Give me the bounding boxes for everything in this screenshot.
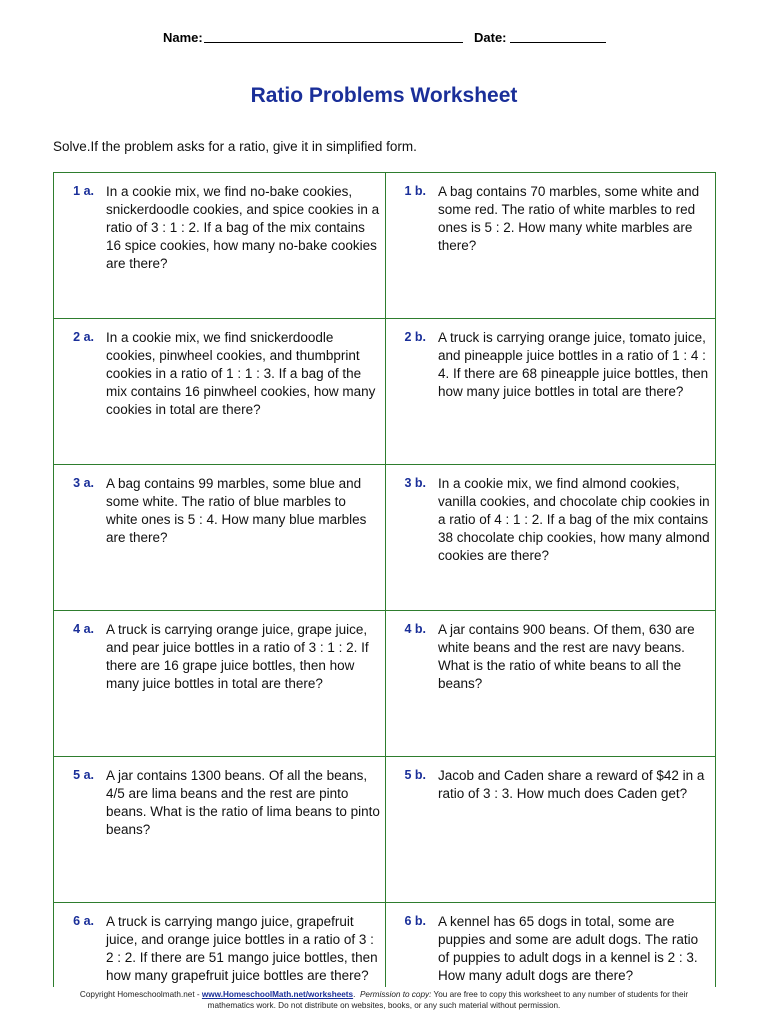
problem-number: 5 b. bbox=[404, 768, 426, 782]
problem-text: Jacob and Caden share a reward of $42 in a ratio of 3 : 3. How much does Caden get? bbox=[438, 768, 705, 801]
problem-number: 6 b. bbox=[404, 914, 426, 928]
problem-number: 4 b. bbox=[404, 622, 426, 636]
problem-cell-6b bbox=[386, 903, 715, 987]
problem-row-2 bbox=[54, 319, 715, 465]
name-field-line[interactable] bbox=[204, 42, 463, 43]
problem-text: A truck is carrying mango juice, grapefruit juice, and orange juice bottles in a ratio of 3 : 2 : 2. If there are 51 mango juice bottles, then how many grapefruit juice bottles are there? bbox=[106, 914, 378, 983]
problem-number: 1 b. bbox=[404, 184, 426, 198]
problem-row-3 bbox=[54, 465, 715, 611]
date-field-line[interactable] bbox=[510, 42, 606, 43]
problem-cell-4b bbox=[386, 611, 715, 756]
problem-row-4 bbox=[54, 611, 715, 757]
problem-cell-6a bbox=[54, 903, 386, 987]
problem-text: A jar contains 1300 beans. Of all the beans, 4/5 are lima beans and the rest are pinto beans. What is the ratio of lima beans to pinto beans? bbox=[106, 768, 380, 837]
header-row bbox=[0, 30, 768, 48]
problem-number: 6 a. bbox=[73, 914, 94, 928]
problem-number: 4 a. bbox=[73, 622, 94, 636]
problem-text: A bag contains 70 marbles, some white and some red. The ratio of white marbles to red ones is 5 : 2. How many white marbles are there? bbox=[438, 184, 700, 253]
permission-text: You are free to copy this worksheet to any number of students for their mathematics work. Do not distribute on websites, books, or any such material without permission. bbox=[207, 990, 689, 1010]
problem-cell-1b bbox=[386, 173, 715, 318]
problem-cell-3a bbox=[54, 465, 386, 610]
footer-period: . bbox=[353, 990, 356, 999]
problem-row-1 bbox=[54, 173, 715, 319]
problem-number: 1 a. bbox=[73, 184, 94, 198]
date-label: Date: bbox=[474, 30, 507, 45]
problem-number: 3 b. bbox=[404, 476, 426, 490]
copyright-text: Copyright Homeschoolmath.net - bbox=[79, 990, 202, 999]
problem-number: 5 a. bbox=[73, 768, 94, 782]
problem-text: In a cookie mix, we find almond cookies, vanilla cookies, and chocolate chip cookies in a ratio of 4 : 1 : 2. If a bag of the mix contains 38 chocolate chip cookies, how many almond cookies are there? bbox=[438, 476, 710, 563]
permission-label: Permission to copy: bbox=[359, 990, 432, 999]
worksheets-link[interactable]: www.HomeschoolMath.net/worksheets bbox=[201, 990, 354, 999]
problem-number: 2 b. bbox=[404, 330, 426, 344]
name-label: Name: bbox=[163, 30, 203, 45]
instructions-text: Solve.If the problem asks for a ratio, give it in simplified form. bbox=[53, 139, 417, 154]
page-title: Ratio Problems Worksheet bbox=[250, 84, 518, 107]
problem-cell-5b bbox=[386, 757, 715, 902]
problem-number: 3 a. bbox=[73, 476, 94, 490]
problem-row-5 bbox=[54, 757, 715, 903]
problem-cell-2b bbox=[386, 319, 715, 464]
problem-text: A truck is carrying orange juice, tomato juice, and pineapple juice bottles in a ratio of 1 : 4 : 4. If there are 68 pineapple juice bottles, then how many juice bottles in total are there? bbox=[438, 330, 709, 399]
problem-cell-3b bbox=[386, 465, 715, 610]
problem-text: A jar contains 900 beans. Of them, 630 are white beans and the rest are navy beans. What is the ratio of white beans to all the beans? bbox=[438, 622, 695, 691]
problem-grid bbox=[53, 172, 716, 987]
problem-text: A kennel has 65 dogs in total, some are puppies and some are adult dogs. The ratio of puppies to adult dogs in a kennel is 2 : 3. How many adult dogs are there? bbox=[438, 914, 699, 983]
problem-text: A truck is carrying orange juice, grape juice, and pear juice bottles in a ratio of 3 : 1 : 2. If there are 16 grape juice bottles, then how many juice bottles in total are there? bbox=[106, 622, 369, 691]
problem-cell-2a bbox=[54, 319, 386, 464]
problem-text: In a cookie mix, we find no-bake cookies, snickerdoodle cookies, and spice cookies in a ratio of 3 : 1 : 2. If a bag of the mix contains 16 spice cookies, how many no-bake cookies are there? bbox=[106, 184, 380, 271]
problem-row-6 bbox=[54, 903, 715, 987]
problem-text: A bag contains 99 marbles, some blue and some white. The ratio of blue marbles to white ones is 5 : 4. How many blue marbles are there? bbox=[106, 476, 367, 545]
problem-cell-4a bbox=[54, 611, 386, 756]
problem-number: 2 a. bbox=[73, 330, 94, 344]
problem-cell-5a bbox=[54, 757, 386, 902]
problem-text: In a cookie mix, we find snickerdoodle cookies, pinwheel cookies, and thumbprint cookies in a ratio of 1 : 1 : 3. If a bag of the mix contains 16 pinwheel cookies, how many cookies in total are there? bbox=[106, 330, 376, 417]
problem-cell-1a bbox=[54, 173, 386, 318]
footer-copyright bbox=[60, 989, 708, 1011]
